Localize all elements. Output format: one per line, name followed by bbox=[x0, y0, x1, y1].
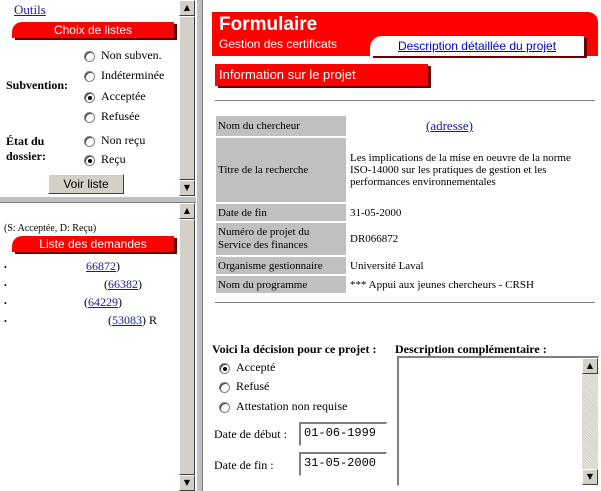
page-subtitle: Gestion des certificats bbox=[219, 37, 338, 51]
row-value: Les implications de la mise en oeuvre de la norme ISO-14000 sur les pratiques de gestion et les performances environnementales bbox=[350, 152, 571, 188]
date-fin-label: Date de fin : bbox=[214, 458, 274, 472]
row-label: Nom du programme bbox=[216, 276, 346, 293]
date-debut-input[interactable]: 01-06-1999 bbox=[299, 422, 387, 446]
scroll-up-icon[interactable]: ▲ bbox=[179, 0, 195, 16]
scroll-down-icon[interactable]: ▼ bbox=[179, 475, 195, 491]
horizontal-frame-splitter[interactable] bbox=[0, 196, 196, 203]
vertical-scrollbar[interactable] bbox=[179, 0, 195, 196]
table-row bbox=[216, 138, 588, 202]
scroll-thumb[interactable] bbox=[179, 219, 195, 475]
date-debut-label: Date de début : bbox=[214, 427, 287, 441]
decision-option-attestation-non-requise[interactable]: Attestation non requise bbox=[219, 399, 347, 414]
etat-option-non-recu[interactable]: Non reçu bbox=[84, 133, 145, 148]
etat-dossier-label: État du dossier: bbox=[6, 134, 46, 163]
table-row bbox=[216, 116, 588, 136]
project-info-table bbox=[214, 114, 590, 295]
page-title: Formulaire bbox=[219, 14, 318, 35]
date-fin-input[interactable]: 31-05-2000 bbox=[299, 452, 387, 476]
decision-option-accepte[interactable]: Accepté bbox=[219, 360, 275, 375]
outils-link[interactable]: Outils bbox=[14, 2, 46, 17]
table-row bbox=[216, 204, 588, 221]
row-value: *** Appui aux jeunes chercheurs - CRSH bbox=[350, 278, 534, 291]
subvention-option-non-subven[interactable]: Non subven. bbox=[84, 48, 162, 63]
row-label: Nom du chercheur bbox=[216, 116, 346, 136]
demandes-list-frame bbox=[0, 203, 196, 491]
decision-label: Voici la décision pour ce projet : bbox=[212, 342, 377, 356]
description-label: Description complémentaire : bbox=[395, 342, 547, 356]
textarea-scrollbar[interactable] bbox=[582, 358, 598, 485]
row-label: Date de fin bbox=[216, 204, 346, 221]
liste-demandes-header: Liste des demandes bbox=[12, 236, 174, 252]
choix-listes-header: Choix de listes bbox=[12, 22, 174, 38]
radio-icon[interactable] bbox=[84, 71, 95, 82]
etat-option-recu[interactable]: Reçu bbox=[84, 152, 126, 167]
radio-icon[interactable] bbox=[219, 382, 230, 393]
subvention-option-refusee[interactable]: Refusée bbox=[84, 109, 140, 124]
decision-option-refuse[interactable]: Refusé bbox=[219, 379, 269, 394]
scroll-up-icon[interactable]: ▲ bbox=[582, 358, 598, 374]
chercheur-address-link[interactable]: (adresse) bbox=[426, 118, 473, 133]
tab-description-detaillee[interactable] bbox=[370, 36, 584, 56]
subvention-option-acceptee[interactable]: Acceptée bbox=[84, 89, 146, 104]
separator-top bbox=[215, 100, 595, 102]
list-item: • (53083) R bbox=[4, 313, 158, 327]
row-value: DR066872 bbox=[350, 233, 399, 245]
demande-link[interactable]: 53083 bbox=[112, 313, 142, 327]
description-textarea[interactable] bbox=[397, 356, 599, 486]
radio-selected-icon[interactable] bbox=[84, 155, 95, 166]
demande-link[interactable]: 64229 bbox=[88, 295, 118, 309]
row-label: Titre de la recherche bbox=[216, 138, 346, 202]
radio-icon[interactable] bbox=[84, 136, 95, 147]
subvention-option-indeterminee[interactable]: Indéterminée bbox=[84, 68, 164, 83]
tab-description-link[interactable]: Description détaillée du projet bbox=[397, 39, 557, 53]
section-header-information: Information sur le projet bbox=[215, 64, 428, 86]
legend-text: (S: Acceptée, D: Reçu) bbox=[4, 223, 97, 234]
voir-liste-button[interactable]: Voir liste bbox=[48, 174, 124, 194]
scroll-thumb[interactable] bbox=[179, 16, 195, 180]
scroll-up-icon[interactable]: ▲ bbox=[179, 203, 195, 219]
subvention-label: Subvention: bbox=[6, 78, 69, 92]
list-item: • 66872) bbox=[4, 259, 120, 273]
list-item: • (64229) bbox=[4, 295, 122, 309]
radio-selected-icon[interactable] bbox=[219, 363, 230, 374]
row-label: Organisme gestionnaire bbox=[216, 257, 346, 274]
vertical-scrollbar[interactable] bbox=[179, 203, 195, 491]
list-item: • (66382) bbox=[4, 277, 142, 291]
radio-icon[interactable] bbox=[84, 112, 95, 123]
radio-icon[interactable] bbox=[84, 51, 95, 62]
radio-icon[interactable] bbox=[219, 402, 230, 413]
scroll-down-icon[interactable]: ▼ bbox=[582, 469, 598, 485]
demande-link[interactable]: 66872 bbox=[86, 259, 116, 273]
list-chooser-frame bbox=[0, 0, 196, 196]
table-row bbox=[216, 223, 588, 255]
row-value: 31-05-2000 bbox=[350, 206, 402, 219]
row-value: Université Laval bbox=[350, 259, 424, 272]
formulaire-frame bbox=[203, 0, 601, 491]
table-row bbox=[216, 257, 588, 274]
demandes-list bbox=[4, 259, 174, 331]
scroll-down-icon[interactable]: ▼ bbox=[179, 180, 195, 196]
separator-bottom bbox=[215, 302, 595, 304]
radio-selected-icon[interactable] bbox=[84, 92, 95, 103]
table-row bbox=[216, 276, 588, 293]
demande-link[interactable]: 66382 bbox=[108, 277, 138, 291]
vertical-frame-splitter[interactable] bbox=[196, 0, 203, 491]
row-label: Numéro de projet du Service des finances bbox=[216, 223, 346, 255]
